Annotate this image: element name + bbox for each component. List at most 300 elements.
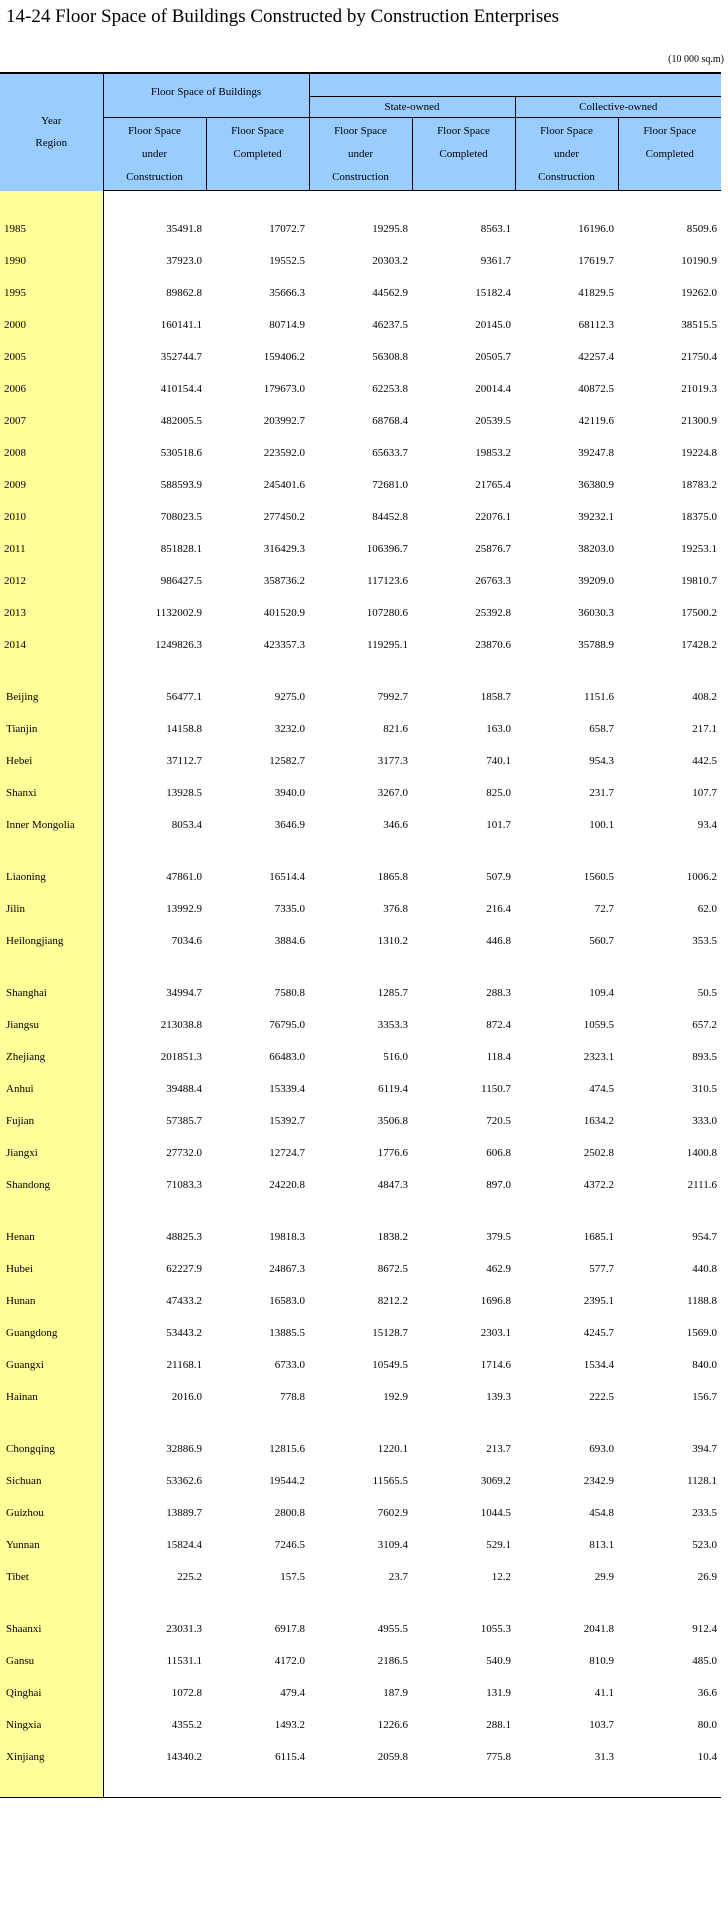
value-cell: 80.0 bbox=[697, 1719, 717, 1731]
row-label-region: Shanghai bbox=[0, 977, 103, 1009]
value-cell: 201851.3 bbox=[160, 1051, 202, 1063]
header-line: Floor Space bbox=[643, 125, 697, 137]
value-cell: 485.0 bbox=[692, 1655, 717, 1667]
value-cell: 462.9 bbox=[486, 1263, 511, 1275]
value-cell: 4372.2 bbox=[583, 1179, 614, 1191]
value-cell: 8053.4 bbox=[171, 819, 202, 831]
empty-cell bbox=[309, 661, 412, 681]
table-row bbox=[0, 1349, 721, 1381]
stub-cell bbox=[0, 1413, 103, 1433]
value-cell: 72.7 bbox=[594, 903, 614, 915]
value-cell: 213038.8 bbox=[160, 1019, 202, 1031]
row-label-year: 1990 bbox=[0, 245, 103, 277]
value-cell: 76795.0 bbox=[269, 1019, 305, 1031]
value-cell: 23870.6 bbox=[475, 639, 511, 651]
value-cell: 11565.5 bbox=[372, 1475, 408, 1487]
value-cell: 217.1 bbox=[692, 723, 717, 735]
value-cell: 21750.4 bbox=[681, 351, 717, 363]
empty-cell bbox=[309, 191, 412, 214]
value-cell: 53362.6 bbox=[166, 1475, 202, 1487]
value-cell: 89862.8 bbox=[166, 287, 202, 299]
value-cell: 35666.3 bbox=[269, 287, 305, 299]
empty-cell bbox=[618, 1773, 721, 1798]
value-cell: 9275.0 bbox=[274, 691, 305, 703]
empty-cell bbox=[206, 1413, 309, 1433]
table-row bbox=[0, 1073, 721, 1105]
col-header-collective-under bbox=[515, 118, 618, 191]
row-label-year: 1995 bbox=[0, 277, 103, 309]
value-cell: 1188.8 bbox=[687, 1295, 717, 1307]
value-cell: 1560.5 bbox=[583, 871, 614, 883]
value-cell: 658.7 bbox=[589, 723, 614, 735]
row-label-year: 2013 bbox=[0, 597, 103, 629]
empty-cell bbox=[206, 1773, 309, 1798]
value-cell: 288.3 bbox=[486, 987, 511, 999]
value-cell: 2395.1 bbox=[583, 1295, 614, 1307]
table-row bbox=[0, 809, 721, 841]
value-cell: 1865.8 bbox=[377, 871, 408, 883]
row-label-year: 1985 bbox=[0, 213, 103, 245]
value-cell: 46237.5 bbox=[372, 319, 408, 331]
value-cell: 3177.3 bbox=[377, 755, 408, 767]
stub-cell bbox=[0, 1593, 103, 1613]
value-cell: 1776.6 bbox=[377, 1147, 408, 1159]
row-label-region: Chongqing bbox=[0, 1433, 103, 1465]
value-cell: 19253.1 bbox=[681, 543, 717, 555]
value-cell: 1493.2 bbox=[274, 1719, 305, 1731]
value-cell: 103.7 bbox=[589, 1719, 614, 1731]
value-cell: 479.4 bbox=[280, 1687, 305, 1699]
value-cell: 446.8 bbox=[486, 935, 511, 947]
table-row bbox=[0, 373, 721, 405]
value-cell: 21765.4 bbox=[475, 479, 511, 491]
value-cell: 1534.4 bbox=[583, 1359, 614, 1371]
row-label-year: 2014 bbox=[0, 629, 103, 661]
table-row bbox=[0, 501, 721, 533]
value-cell: 15339.4 bbox=[269, 1083, 305, 1095]
row-label-region: Liaoning bbox=[0, 861, 103, 893]
value-cell: 19295.8 bbox=[372, 223, 408, 235]
value-cell: 68112.3 bbox=[578, 319, 614, 331]
value-cell: 954.7 bbox=[692, 1231, 717, 1243]
value-cell: 8509.6 bbox=[686, 223, 717, 235]
table-row bbox=[0, 1709, 721, 1741]
value-cell: 2502.8 bbox=[583, 1147, 614, 1159]
row-label-region: Xinjiang bbox=[0, 1741, 103, 1773]
row-label-year: 2009 bbox=[0, 469, 103, 501]
header-line: under bbox=[141, 147, 168, 160]
value-cell: 9361.7 bbox=[480, 255, 511, 267]
value-cell: 2111.6 bbox=[687, 1179, 717, 1191]
empty-cell bbox=[206, 1201, 309, 1221]
table-row bbox=[0, 1613, 721, 1645]
unit-label: (10 000 sq.m) bbox=[668, 54, 724, 65]
value-cell: 1400.8 bbox=[686, 1147, 717, 1159]
value-cell: 13889.7 bbox=[166, 1507, 202, 1519]
empty-cell bbox=[412, 1773, 515, 1798]
table-row bbox=[0, 1465, 721, 1497]
empty-cell bbox=[618, 661, 721, 681]
table-row bbox=[0, 469, 721, 501]
value-cell: 577.7 bbox=[589, 1263, 614, 1275]
value-cell: 7034.6 bbox=[171, 935, 202, 947]
row-label-year: 2000 bbox=[0, 309, 103, 341]
empty-cell bbox=[412, 841, 515, 861]
value-cell: 17072.7 bbox=[269, 223, 305, 235]
value-cell: 34994.7 bbox=[166, 987, 202, 999]
header-line: Completed bbox=[233, 148, 282, 160]
value-cell: 897.0 bbox=[486, 1179, 511, 1191]
empty-cell bbox=[309, 1593, 412, 1613]
value-cell: 26763.3 bbox=[475, 575, 511, 587]
value-cell: 25392.8 bbox=[475, 607, 511, 619]
table-row bbox=[0, 1009, 721, 1041]
table-row bbox=[0, 629, 721, 661]
value-cell: 4245.7 bbox=[583, 1327, 614, 1339]
value-cell: 482005.5 bbox=[160, 415, 202, 427]
group-header-collective: Collective-owned bbox=[515, 97, 721, 118]
value-cell: 379.5 bbox=[486, 1231, 511, 1243]
col-header-total-under bbox=[103, 118, 206, 191]
table-row bbox=[0, 777, 721, 809]
stub-header-region: Region bbox=[35, 137, 68, 150]
value-cell: 8212.2 bbox=[377, 1295, 408, 1307]
value-cell: 12815.6 bbox=[269, 1443, 305, 1455]
value-cell: 225.2 bbox=[177, 1571, 202, 1583]
value-cell: 821.6 bbox=[383, 723, 408, 735]
row-label-region: Guizhou bbox=[0, 1497, 103, 1529]
row-label-region: Heilongjiang bbox=[0, 925, 103, 957]
table-row bbox=[0, 1041, 721, 1073]
value-cell: 2016.0 bbox=[171, 1391, 202, 1403]
value-cell: 353.5 bbox=[692, 935, 717, 947]
value-cell: 693.0 bbox=[589, 1443, 614, 1455]
value-cell: 21019.3 bbox=[681, 383, 717, 395]
value-cell: 233.5 bbox=[692, 1507, 717, 1519]
table-row bbox=[0, 437, 721, 469]
value-cell: 159406.2 bbox=[263, 351, 305, 363]
value-cell: 4172.0 bbox=[274, 1655, 305, 1667]
header-line: Floor Space bbox=[128, 124, 181, 137]
value-cell: 516.0 bbox=[383, 1051, 408, 1063]
value-cell: 24220.8 bbox=[269, 1179, 305, 1191]
value-cell: 23.7 bbox=[388, 1571, 408, 1583]
value-cell: 157.5 bbox=[280, 1571, 305, 1583]
row-label-region: Guangxi bbox=[0, 1349, 103, 1381]
value-cell: 6917.8 bbox=[274, 1623, 305, 1635]
value-cell: 131.9 bbox=[486, 1687, 511, 1699]
value-cell: 2323.1 bbox=[583, 1051, 614, 1063]
row-label-region: Shandong bbox=[0, 1169, 103, 1201]
value-cell: 156.7 bbox=[692, 1391, 717, 1403]
value-cell: 872.4 bbox=[486, 1019, 511, 1031]
value-cell: 2041.8 bbox=[583, 1623, 614, 1635]
value-cell: 42119.6 bbox=[578, 415, 614, 427]
empty-cell bbox=[618, 1593, 721, 1613]
empty-cell bbox=[412, 1593, 515, 1613]
header-line: under bbox=[347, 147, 374, 160]
row-label-year: 2011 bbox=[0, 533, 103, 565]
value-cell: 117123.6 bbox=[367, 575, 408, 587]
empty-cell bbox=[206, 1593, 309, 1613]
value-cell: 277450.2 bbox=[263, 511, 305, 523]
spacer-row bbox=[0, 957, 721, 977]
table-row bbox=[0, 1741, 721, 1773]
table-row bbox=[0, 213, 721, 245]
header-line: under bbox=[553, 147, 580, 160]
value-cell: 35491.8 bbox=[166, 223, 202, 235]
value-cell: 1072.8 bbox=[171, 1687, 202, 1699]
empty-cell bbox=[206, 191, 309, 214]
value-cell: 840.0 bbox=[692, 1359, 717, 1371]
value-cell: 3232.0 bbox=[274, 723, 305, 735]
value-cell: 12582.7 bbox=[269, 755, 305, 767]
row-label-region: Zhejiang bbox=[0, 1041, 103, 1073]
value-cell: 203992.7 bbox=[263, 415, 305, 427]
value-cell: 65633.7 bbox=[372, 447, 408, 459]
value-cell: 1055.3 bbox=[480, 1623, 511, 1635]
value-cell: 1220.1 bbox=[377, 1443, 408, 1455]
value-cell: 39232.1 bbox=[578, 511, 614, 523]
table-row bbox=[0, 277, 721, 309]
value-cell: 588593.9 bbox=[160, 479, 202, 491]
value-cell: 119295.1 bbox=[367, 639, 408, 651]
header-line: Floor Space bbox=[437, 125, 490, 137]
value-cell: 8563.1 bbox=[480, 223, 511, 235]
value-cell: 17619.7 bbox=[578, 255, 614, 267]
empty-cell bbox=[412, 191, 515, 214]
header-line: Completed bbox=[439, 148, 488, 160]
value-cell: 19818.3 bbox=[269, 1231, 305, 1243]
stub-cell bbox=[0, 661, 103, 681]
value-cell: 109.4 bbox=[589, 987, 614, 999]
value-cell: 825.0 bbox=[486, 787, 511, 799]
value-cell: 7602.9 bbox=[377, 1507, 408, 1519]
value-cell: 1249826.3 bbox=[155, 639, 202, 651]
value-cell: 1285.7 bbox=[377, 987, 408, 999]
value-cell: 3884.6 bbox=[274, 935, 305, 947]
value-cell: 4355.2 bbox=[171, 1719, 202, 1731]
stub-cell bbox=[0, 957, 103, 977]
table-row bbox=[0, 1677, 721, 1709]
empty-cell bbox=[309, 1201, 412, 1221]
value-cell: 14158.8 bbox=[166, 723, 202, 735]
row-label-region: Gansu bbox=[0, 1645, 103, 1677]
value-cell: 7992.7 bbox=[377, 691, 408, 703]
row-label-region: Ningxia bbox=[0, 1709, 103, 1741]
row-label-region: Anhui bbox=[0, 1073, 103, 1105]
value-cell: 20014.4 bbox=[475, 383, 511, 395]
row-label-region: Shaanxi bbox=[0, 1613, 103, 1645]
row-label-region: Shanxi bbox=[0, 777, 103, 809]
value-cell: 893.5 bbox=[692, 1051, 717, 1063]
value-cell: 851828.1 bbox=[160, 543, 202, 555]
value-cell: 15182.4 bbox=[475, 287, 511, 299]
value-cell: 47433.2 bbox=[166, 1295, 202, 1307]
empty-cell bbox=[412, 1201, 515, 1221]
value-cell: 222.5 bbox=[589, 1391, 614, 1403]
value-cell: 47861.0 bbox=[166, 871, 202, 883]
row-label-region: Hainan bbox=[0, 1381, 103, 1413]
value-cell: 7580.8 bbox=[274, 987, 305, 999]
value-cell: 3267.0 bbox=[377, 787, 408, 799]
value-cell: 42257.4 bbox=[578, 351, 614, 363]
header-line: Completed bbox=[645, 148, 694, 160]
value-cell: 346.6 bbox=[383, 819, 408, 831]
empty-cell bbox=[309, 841, 412, 861]
table-row bbox=[0, 1529, 721, 1561]
value-cell: 1714.6 bbox=[480, 1359, 511, 1371]
empty-cell bbox=[618, 957, 721, 977]
value-cell: 38515.5 bbox=[681, 319, 717, 331]
value-cell: 408.2 bbox=[692, 691, 717, 703]
table-row bbox=[0, 245, 721, 277]
value-cell: 986427.5 bbox=[160, 575, 202, 587]
value-cell: 20303.2 bbox=[372, 255, 408, 267]
row-label-region: Yunnan bbox=[0, 1529, 103, 1561]
value-cell: 39247.8 bbox=[578, 447, 614, 459]
row-label-region: Guangdong bbox=[0, 1317, 103, 1349]
value-cell: 44562.9 bbox=[372, 287, 408, 299]
value-cell: 84452.8 bbox=[372, 511, 408, 523]
value-cell: 1150.7 bbox=[481, 1083, 511, 1095]
value-cell: 27732.0 bbox=[166, 1147, 202, 1159]
value-cell: 57385.7 bbox=[166, 1115, 202, 1127]
row-label-region: Hunan bbox=[0, 1285, 103, 1317]
value-cell: 1634.2 bbox=[583, 1115, 614, 1127]
header-spacer bbox=[309, 73, 721, 97]
value-cell: 179673.0 bbox=[263, 383, 305, 395]
value-cell: 107280.6 bbox=[366, 607, 408, 619]
row-label-region: Tibet bbox=[0, 1561, 103, 1593]
value-cell: 37923.0 bbox=[166, 255, 202, 267]
stub-header-year: Year bbox=[41, 115, 62, 128]
value-cell: 36030.3 bbox=[578, 607, 614, 619]
value-cell: 31.3 bbox=[594, 1751, 614, 1763]
value-cell: 1696.8 bbox=[480, 1295, 511, 1307]
value-cell: 19544.2 bbox=[269, 1475, 305, 1487]
row-label-region: Qinghai bbox=[0, 1677, 103, 1709]
header-line: Floor Space bbox=[231, 125, 284, 137]
value-cell: 18783.2 bbox=[681, 479, 717, 491]
value-cell: 41829.5 bbox=[578, 287, 614, 299]
value-cell: 223592.0 bbox=[263, 447, 305, 459]
spacer-row bbox=[0, 1201, 721, 1221]
row-label-region: Henan bbox=[0, 1221, 103, 1253]
empty-cell bbox=[103, 841, 206, 861]
row-label-year: 2012 bbox=[0, 565, 103, 597]
value-cell: 2303.1 bbox=[480, 1327, 511, 1339]
table-row bbox=[0, 1497, 721, 1529]
value-cell: 4955.5 bbox=[377, 1623, 408, 1635]
value-cell: 410154.4 bbox=[160, 383, 202, 395]
empty-cell bbox=[412, 957, 515, 977]
col-header-state-completed bbox=[412, 118, 515, 191]
empty-cell bbox=[206, 841, 309, 861]
value-cell: 32886.9 bbox=[166, 1443, 202, 1455]
value-cell: 107.7 bbox=[692, 787, 717, 799]
value-cell: 1128.1 bbox=[687, 1475, 717, 1487]
row-label-region: Hubei bbox=[0, 1253, 103, 1285]
empty-cell bbox=[515, 1201, 618, 1221]
value-cell: 474.5 bbox=[589, 1083, 614, 1095]
value-cell: 66483.0 bbox=[269, 1051, 305, 1063]
value-cell: 35788.9 bbox=[578, 639, 614, 651]
table-row bbox=[0, 405, 721, 437]
value-cell: 216.4 bbox=[486, 903, 511, 915]
table-row bbox=[0, 341, 721, 373]
value-cell: 1838.2 bbox=[377, 1231, 408, 1243]
value-cell: 187.9 bbox=[383, 1687, 408, 1699]
value-cell: 21168.1 bbox=[166, 1359, 202, 1371]
value-cell: 7246.5 bbox=[274, 1539, 305, 1551]
value-cell: 310.5 bbox=[692, 1083, 717, 1095]
value-cell: 813.1 bbox=[589, 1539, 614, 1551]
value-cell: 954.3 bbox=[589, 755, 614, 767]
value-cell: 6733.0 bbox=[274, 1359, 305, 1371]
value-cell: 38203.0 bbox=[578, 543, 614, 555]
table-row bbox=[0, 1561, 721, 1593]
table-row bbox=[0, 1645, 721, 1677]
value-cell: 394.7 bbox=[692, 1443, 717, 1455]
value-cell: 10190.9 bbox=[681, 255, 717, 267]
header-line: Construction bbox=[538, 170, 595, 183]
value-cell: 10.4 bbox=[697, 1751, 717, 1763]
value-cell: 36.6 bbox=[697, 1687, 717, 1699]
stub-header bbox=[0, 73, 103, 191]
value-cell: 1226.6 bbox=[377, 1719, 408, 1731]
value-cell: 12.2 bbox=[491, 1571, 511, 1583]
value-cell: 16514.4 bbox=[269, 871, 305, 883]
spacer-row bbox=[0, 1773, 721, 1798]
value-cell: 1685.1 bbox=[583, 1231, 614, 1243]
table-header bbox=[0, 73, 721, 191]
value-cell: 139.3 bbox=[486, 1391, 511, 1403]
table-row bbox=[0, 745, 721, 777]
value-cell: 8672.5 bbox=[377, 1263, 408, 1275]
value-cell: 101.7 bbox=[486, 819, 511, 831]
value-cell: 25876.7 bbox=[475, 543, 511, 555]
col-header-state-under bbox=[309, 118, 412, 191]
value-cell: 19810.7 bbox=[681, 575, 717, 587]
empty-cell bbox=[412, 1413, 515, 1433]
table-row bbox=[0, 565, 721, 597]
value-cell: 106396.7 bbox=[366, 543, 408, 555]
stub-cell bbox=[0, 1201, 103, 1221]
value-cell: 118.4 bbox=[486, 1051, 511, 1063]
table-row bbox=[0, 925, 721, 957]
row-label-region: Sichuan bbox=[0, 1465, 103, 1497]
value-cell: 454.8 bbox=[589, 1507, 614, 1519]
value-cell: 3109.4 bbox=[377, 1539, 408, 1551]
row-label-region: Tianjin bbox=[0, 713, 103, 745]
value-cell: 401520.9 bbox=[263, 607, 305, 619]
empty-cell bbox=[103, 191, 206, 214]
spacer-row bbox=[0, 191, 721, 214]
empty-cell bbox=[618, 1201, 721, 1221]
empty-cell bbox=[309, 1773, 412, 1798]
value-cell: 20145.0 bbox=[475, 319, 511, 331]
stub-cell bbox=[0, 841, 103, 861]
row-label-region: Jiangxi bbox=[0, 1137, 103, 1169]
value-cell: 15128.7 bbox=[372, 1327, 408, 1339]
value-cell: 13992.9 bbox=[166, 903, 202, 915]
value-cell: 62227.9 bbox=[166, 1263, 202, 1275]
empty-cell bbox=[309, 1413, 412, 1433]
empty-cell bbox=[103, 661, 206, 681]
table-row bbox=[0, 1317, 721, 1349]
value-cell: 18375.0 bbox=[681, 511, 717, 523]
